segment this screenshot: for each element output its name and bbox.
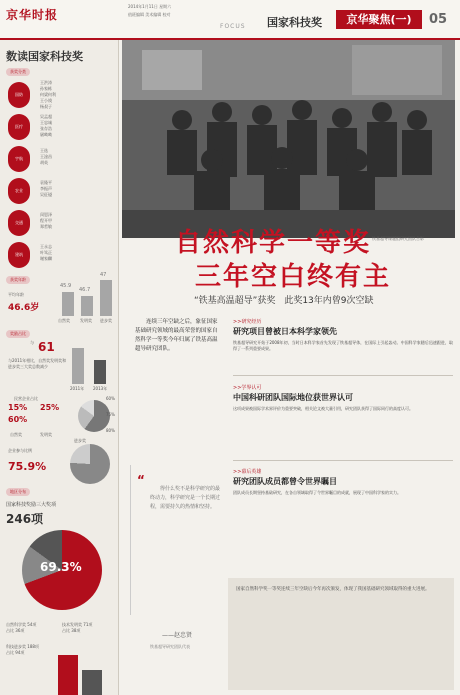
quote-subtitle: 铁基超导研究团队代表: [150, 644, 190, 649]
pie-sub: 占比 94项: [6, 650, 25, 655]
focus-label: FOCUS: [220, 23, 246, 30]
tag-ratio: 奖励占比: [6, 330, 30, 338]
section-tag: >>幕后英雄: [233, 469, 262, 475]
header-editors: 值班编辑 美术编辑 校对: [128, 12, 171, 17]
stat-box-value: 75.9%: [8, 460, 47, 473]
pie-sub: 占比 36项: [6, 628, 25, 633]
pct-small: 80%: [106, 428, 115, 433]
pct-label: 进步奖: [74, 438, 86, 443]
age-bar-label: 发明奖: [80, 318, 92, 323]
sidebar-title: 数读国家科技奖: [6, 50, 83, 63]
quote-signature: ——赵忠贤: [162, 632, 193, 639]
bottom-box: [228, 578, 454, 690]
pct-25: 25%: [40, 403, 60, 412]
age-bar: [62, 292, 74, 316]
team-photo-illustration: [122, 40, 455, 238]
total-text: 国家科技奖励三大奖项: [6, 502, 57, 508]
age-bar: [81, 296, 93, 316]
stat-61: 61: [38, 340, 55, 354]
pie-label: 科技进步奖 188项: [6, 644, 39, 649]
divider: [233, 460, 453, 461]
year-bar: [72, 348, 84, 384]
total-value: 246项: [6, 512, 44, 526]
pct-line-label: 民营企业占比: [14, 396, 38, 401]
region-bar: [58, 655, 78, 695]
article-body: 团队成员长期坚持基础研究，在各自领域取得了令世界瞩目的成就，展现了中国科学家的实力。: [233, 490, 401, 495]
year-label: 2013年: [93, 386, 108, 391]
category-names: 王洪涛 孙家栋 何梁何利 王小谟 杨叔子: [40, 80, 56, 109]
headline-line1: 自然科学一等奖: [175, 228, 372, 258]
quote-mark: “: [137, 473, 145, 487]
category-names: 闵恩泽 程开甲 郑哲敏: [40, 212, 52, 229]
subheadline: “铁基高温超导”获奖 此奖13年内曾9次空缺: [194, 296, 374, 306]
tag-age: 获奖年龄: [6, 276, 30, 284]
category-names: 王选 王淦昌 胡英: [40, 148, 52, 165]
section-title: 国家科技奖: [267, 16, 322, 29]
age-bar-label: 进步奖: [100, 318, 112, 323]
article-title: 研究团队成员都曾令世界瞩目: [233, 477, 337, 486]
category-pill: 建筑: [8, 242, 30, 268]
sidebar-infographic: [0, 40, 119, 695]
category-pill: 国防: [8, 82, 30, 108]
year-label: 2011年: [70, 386, 85, 391]
age-bar-label: 自然奖: [58, 318, 70, 323]
region-bar: [82, 670, 102, 695]
pie-label: 自然科学奖 54项: [6, 622, 37, 627]
pie-label: 技术发明奖 71项: [62, 622, 93, 627]
lead-paragraph: 连续三年空缺之后，象征国家基础研究领域的最高荣誉的国家自然科学一等奖今年归属了铁基高温超导研究团队。: [135, 319, 218, 352]
article-title: 研究项目曾被日本科学家领先: [233, 327, 337, 336]
pct-small: 75%: [106, 412, 115, 417]
category-pill: 宇航: [8, 146, 30, 172]
page-number: 05: [429, 12, 448, 27]
article-title: 中国科研团队国际地位获世界认可: [233, 393, 353, 402]
headline-line2: 三年空白终有主: [195, 262, 392, 292]
team-photo: [122, 40, 455, 238]
section-tag: >>研究经历: [233, 319, 262, 325]
pct-label: 发明奖: [40, 432, 52, 437]
category-pill: 农业: [8, 178, 30, 204]
stat-box-text: 企业参与比例: [8, 448, 32, 453]
age-bar: [100, 280, 112, 316]
age-value: 45.9: [60, 283, 72, 289]
photo-caption: 铁基超导课题组研究团队合影: [372, 236, 424, 241]
stat-box-pie: [70, 444, 110, 484]
avg-age-label: 平均年龄: [8, 292, 24, 297]
category-names: 袁隆平 李振声 吴征镒: [40, 180, 52, 197]
category-pill: 交通: [8, 210, 30, 236]
divider: [233, 375, 453, 376]
stat-text-pre: 与: [30, 340, 34, 345]
age-value: 46.7: [79, 287, 91, 293]
tag-region: 地区分布: [6, 488, 30, 496]
tag-categories: 获奖分类: [6, 68, 30, 76]
quote-text: 得什么奖不是科学研究的最终动力，科学研究是一个长期过程，需要持久的热情和坚持。: [150, 486, 221, 510]
article-body: 这项成果被国际学术界评价为重要突破，相关论文被大量引用，研究团队获得了国际同行的高度认可。: [233, 406, 413, 411]
pie-sub: 占比 38项: [62, 628, 81, 633]
header-date: 2014年1月11日 星期六: [128, 4, 172, 9]
newspaper-logo: 京华时报: [6, 8, 59, 22]
pct-small: 60%: [106, 396, 115, 401]
pct-label: 自然奖: [10, 432, 22, 437]
year-bar: [94, 360, 106, 384]
category-pill: 医疗: [8, 114, 30, 140]
page-header: [0, 0, 460, 40]
avg-age-value: 46.6岁: [8, 303, 40, 313]
stat-text: 与2011年相比，自然奖发明奖和进步奖三大奖总数减少: [8, 358, 67, 369]
pie-big-value: 69.3%: [40, 560, 82, 574]
pct-60: 60%: [8, 415, 28, 424]
section-box: 京华聚焦(一): [336, 10, 422, 29]
section-tag: >>学界认可: [233, 385, 262, 391]
article-body: 铁基超导研究开始于2008年初，当时日本科学家首先发现了铁基超导体，在国际上引起轰动。中国科学家随后迅速跟进，取得了一系列重要成果。: [233, 340, 453, 351]
pct-15: 15%: [8, 403, 28, 412]
age-value: 47: [100, 272, 107, 278]
category-names: 王永志 叶笃正 谢家麟: [40, 244, 52, 261]
category-names: 吴孟超 王忠诚 张存浩 屠呦呦: [40, 114, 52, 137]
bottom-text: 国家自然科学奖一等奖连续三年空缺后今年再次颁发，体现了我国基础研究领域取得的重大进展。: [236, 587, 430, 592]
